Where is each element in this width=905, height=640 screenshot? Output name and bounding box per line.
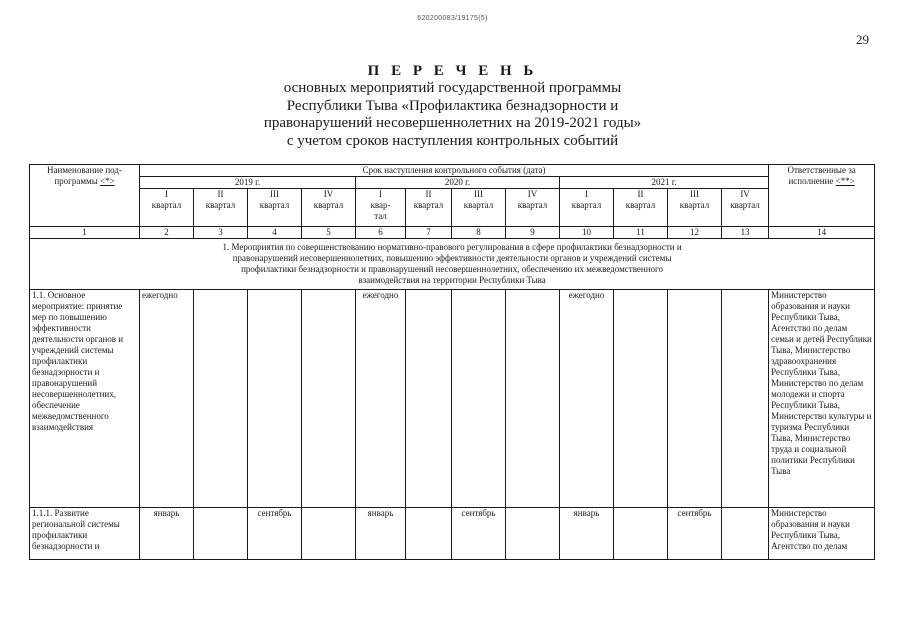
- column-number: 4: [248, 227, 302, 239]
- row-cell: ежегодно: [560, 290, 614, 508]
- section-row: [30, 239, 875, 290]
- header-year-2019: 2019 г.: [140, 177, 356, 189]
- footnote-ref-1: <*>: [100, 176, 115, 186]
- column-number: 11: [614, 227, 668, 239]
- header-subprogram-line1: Наименование под-: [47, 165, 122, 175]
- row-cell: [668, 290, 722, 508]
- row-cell: [722, 290, 769, 508]
- column-number-row: [30, 227, 875, 239]
- column-number: 7: [406, 227, 452, 239]
- subtitle-line-1: основных мероприятий государственной программы: [283, 80, 622, 96]
- header-quarter: I квартал: [560, 189, 614, 227]
- row-name: 1.1. Основное мероприятие: принятие мер по повышению эффективности деятельности органов и учреждений системы профилактики безнадзорности и правонарушений несовершеннолетних, обеспечение межведомственного взаимодействия: [30, 290, 140, 508]
- row-cell: [614, 508, 668, 560]
- header-subprogram: [30, 165, 140, 227]
- header-quarter: I квар- тал: [356, 189, 406, 227]
- subtitle-line-4: с учетом сроков наступления контрольных событий: [286, 132, 619, 149]
- table-row: [30, 508, 875, 560]
- section-title: 1. Мероприятия по совершенствованию нормативно-правового регулирования в сфере профилактики безнадзорности и правонарушений несовершеннолетних, повышению эффективности деятельности органов и учреждений системы профилактики безнадзорности и правонарушений несовершеннолетних, обеспечению их межведомственного взаимодействия на территории Республики Тыва: [30, 239, 875, 290]
- column-number: 5: [302, 227, 356, 239]
- header-deadline-group: Срок наступления контрольного события (дата): [140, 165, 769, 177]
- subtitle-line-2: Республики Тыва «Профилактика безнадзорности и: [286, 97, 619, 114]
- row-cell: ежегодно: [356, 290, 406, 508]
- header-quarter: II квартал: [614, 189, 668, 227]
- title-block: [0, 62, 905, 150]
- document-id: 620200083/19175(5): [417, 15, 488, 22]
- row-cell: [302, 290, 356, 508]
- row-cell: [506, 508, 560, 560]
- header-quarter: IV квартал: [722, 189, 769, 227]
- header-row-top: [30, 165, 875, 177]
- row-cell: [614, 290, 668, 508]
- row-responsible: Министерство образования и науки Республики Тыва, Агентство по делам: [769, 508, 875, 560]
- events-table: [29, 164, 875, 560]
- column-number: 14: [769, 227, 875, 239]
- column-number: 13: [722, 227, 769, 239]
- header-quarter: IV квартал: [506, 189, 560, 227]
- header-year-2021: 2021 г.: [560, 177, 769, 189]
- row-cell: [302, 508, 356, 560]
- row-cell: [722, 508, 769, 560]
- row-cell: [248, 290, 302, 508]
- row-cell: [452, 290, 506, 508]
- header-quarter: III квартал: [248, 189, 302, 227]
- table-row: [30, 290, 875, 508]
- row-cell: январь: [140, 508, 194, 560]
- page-number: 29: [856, 32, 869, 47]
- header-quarter: III квартал: [452, 189, 506, 227]
- header-quarter: IV квартал: [302, 189, 356, 227]
- header-quarter: III квартал: [668, 189, 722, 227]
- header-row-quarters: [30, 189, 875, 227]
- header-quarter: II квартал: [406, 189, 452, 227]
- header-responsible-line2: исполнение: [788, 176, 834, 186]
- header-responsible: [769, 165, 875, 227]
- column-number: 8: [452, 227, 506, 239]
- row-cell: сентябрь: [452, 508, 506, 560]
- column-number: 1: [30, 227, 140, 239]
- header-row-years: [30, 177, 875, 189]
- row-cell: [406, 290, 452, 508]
- header-subprogram-line2: программы: [54, 176, 98, 186]
- column-number: 9: [506, 227, 560, 239]
- row-name: 1.1.1. Развитие региональной системы профилактики безнадзорности и: [30, 508, 140, 560]
- row-cell: [406, 508, 452, 560]
- row-cell: сентябрь: [248, 508, 302, 560]
- footnote-ref-2: <**>: [835, 176, 855, 186]
- subtitle-line-3: правонарушений несовершеннолетних на 2019-2021 годы»: [263, 115, 642, 131]
- row-cell: [194, 290, 248, 508]
- row-cell: [194, 508, 248, 560]
- row-cell: январь: [356, 508, 406, 560]
- header-responsible-line1: Ответственные за: [787, 165, 856, 175]
- column-number: 12: [668, 227, 722, 239]
- column-number: 10: [560, 227, 614, 239]
- document-title: П Е Р Е Ч Е Н Ь: [367, 63, 538, 79]
- row-cell: ежегодно: [140, 290, 194, 508]
- header-quarter: II квартал: [194, 189, 248, 227]
- column-number: 2: [140, 227, 194, 239]
- row-cell: [506, 290, 560, 508]
- column-number: 6: [356, 227, 406, 239]
- row-responsible: Министерство образования и науки Республики Тыва, Агентство по делам семьи и детей Республики Тыва, Министерство здравоохранения Республики Тыва, Министерство по делам молодежи и спорта Республики Тыва, Министерство культуры и туризма Республики Тыва, Министерство труда и социальной политики Республики Тыва: [769, 290, 875, 508]
- row-cell: сентябрь: [668, 508, 722, 560]
- column-number: 3: [194, 227, 248, 239]
- row-cell: январь: [560, 508, 614, 560]
- header-year-2020: 2020 г.: [356, 177, 560, 189]
- header-quarter: I квартал: [140, 189, 194, 227]
